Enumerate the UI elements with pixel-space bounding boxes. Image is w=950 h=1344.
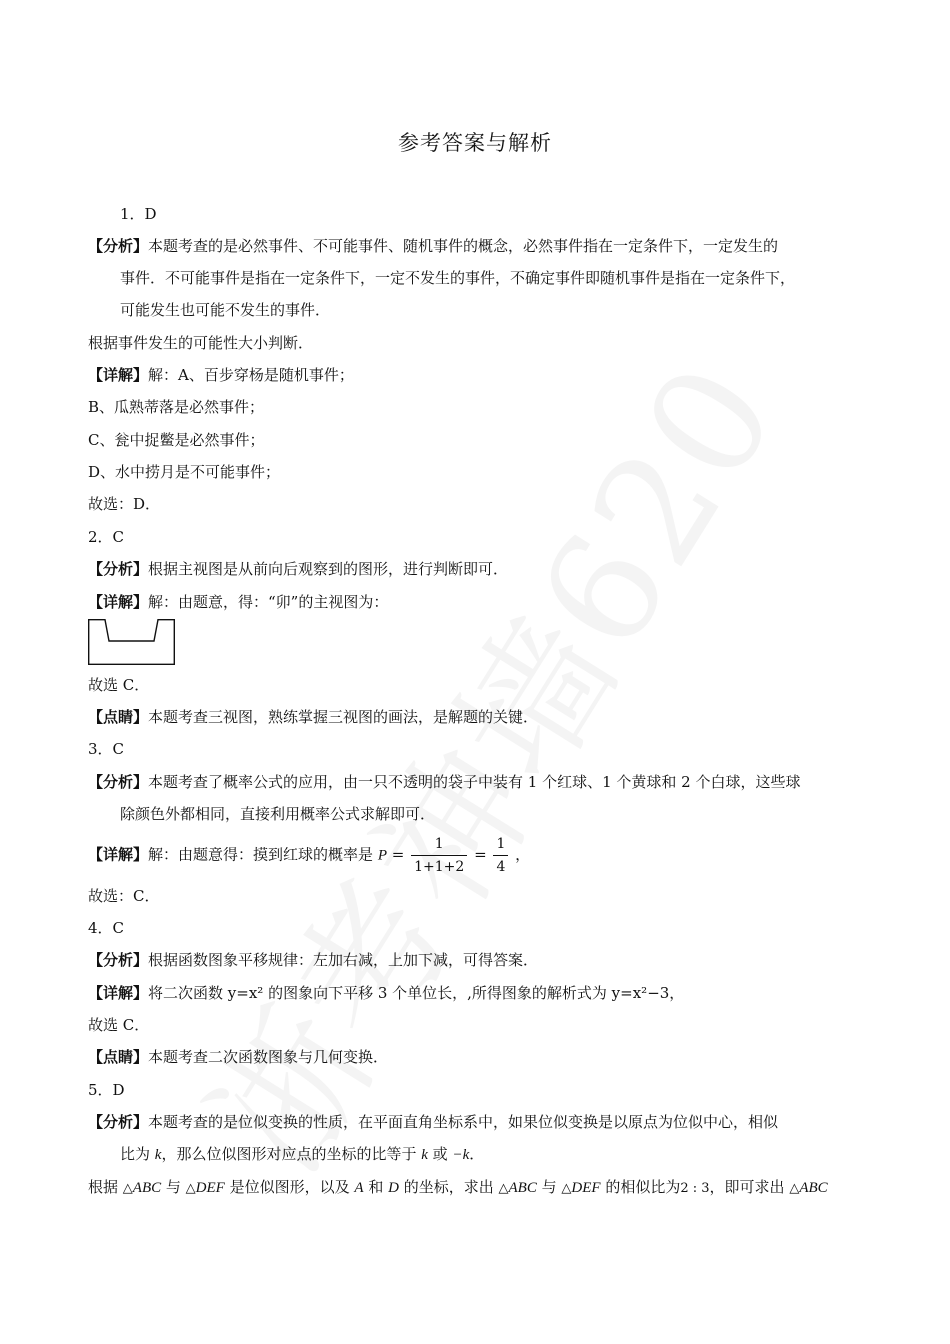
var-neg-k: −k (452, 1147, 470, 1163)
detail-line (88, 983, 684, 1003)
text: 本题考查的是必然事件、不可能事件、随机事件的概念，必然事件指在一定条件下，一定发生的 (148, 237, 779, 255)
equals: = (474, 845, 487, 864)
analysis-line (88, 236, 778, 256)
text: 的相似比为 (600, 1178, 681, 1196)
text: 本题考查的是位似变换的性质，在平面直角坐标系中，如果位似变换是以原点为位似中心，相似 (148, 1113, 779, 1131)
answer-line: 故选 C． (88, 1016, 150, 1034)
text: ， (515, 845, 531, 864)
text: 根据主视图是从前向后观察到的图形，进行判断即可． (148, 560, 509, 578)
text: 根据 (88, 1178, 123, 1196)
analysis-line (88, 559, 508, 579)
page-title: 参考答案与解析 (398, 131, 552, 155)
tag-detail: 【详解】 (88, 366, 149, 384)
tag-detail: 【详解】 (88, 593, 149, 611)
text: 和 (363, 1178, 389, 1196)
analysis-line (120, 1144, 484, 1165)
detail-line (88, 592, 388, 612)
question-number: 3．C (88, 740, 125, 758)
analysis-line: 可能发生也可能不发生的事件． (120, 301, 331, 319)
analysis-line: 除颜色外都相同，直接利用概率公式求解即可． (120, 805, 436, 823)
answer-line: 故选：D． (88, 495, 161, 513)
var-def: DEF (195, 1180, 225, 1196)
analysis-line (88, 772, 801, 792)
detail-line (88, 834, 530, 877)
text: 的坐标，求出 (398, 1178, 499, 1196)
tag-remark: 【点睛】 (88, 708, 149, 726)
remark-line (88, 1047, 388, 1067)
text: 是位似图形，以及 (224, 1178, 355, 1196)
text: 根据函数图象平移规律：左加右减，上加下减，可得答案． (148, 951, 539, 969)
triangle-symbol: △ (789, 1181, 800, 1196)
text: 解：由题意得：摸到红球的概率是 (148, 845, 374, 864)
question-number: 2．C (88, 528, 125, 546)
var-abc: ABC (799, 1180, 828, 1196)
var-k: k (154, 1147, 162, 1163)
var-d: D (388, 1180, 399, 1196)
text: 将二次函数 y=x² 的图象向下平移 3 个单位长，,所得图象的解析式为 y=x²−3， (148, 984, 685, 1002)
analysis-line: 根据事件发生的可能性大小判断． (88, 334, 314, 352)
text: 与 (536, 1178, 562, 1196)
detail-line: C、瓮中捉鳖是必然事件； (88, 431, 265, 449)
tag-analysis: 【分析】 (88, 773, 149, 791)
denominator: 4 (493, 855, 508, 877)
text: 本题考查了概率公式的应用，由一只不透明的袋子中装有 1 个红球、1 个黄球和 2 个白球，这些球 (148, 773, 801, 791)
triangle-symbol: △ (122, 1181, 133, 1196)
numerator: 1 (496, 836, 506, 852)
front-view-figure (88, 619, 175, 665)
text: ，即可求出 (709, 1178, 790, 1196)
analysis-line: 事件．不可能事件是指在一定条件下，一定不发生的事件，不确定事件即随机事件是指在一定条件下， (120, 269, 796, 287)
text: 比为 (120, 1145, 155, 1163)
denominator: 1+1+2 (411, 855, 467, 877)
watermark (150, 327, 810, 1205)
question-number: 4．C (88, 919, 125, 937)
var-abc: ABC (132, 1180, 162, 1196)
text: ． (469, 1145, 485, 1163)
fraction (493, 834, 508, 877)
detail-line: D、水中捞月是不可能事件； (88, 463, 281, 481)
tag-analysis: 【分析】 (88, 237, 149, 255)
triangle-symbol: △ (561, 1181, 572, 1196)
tag-analysis: 【分析】 (88, 560, 149, 578)
analysis-line (88, 1112, 778, 1132)
tag-analysis: 【分析】 (88, 951, 149, 969)
text: 或 (427, 1145, 453, 1163)
tag-analysis: 【分析】 (88, 1113, 149, 1131)
triangle-symbol: △ (498, 1181, 509, 1196)
detail-line (88, 365, 354, 385)
answer-line: 故选：C． (88, 887, 160, 905)
var-abc: ABC (508, 1180, 537, 1196)
tag-detail: 【详解】 (88, 845, 149, 864)
text: 本题考查二次函数图象与几何变换． (148, 1048, 389, 1066)
remark-line (88, 707, 538, 727)
analysis-line (88, 1177, 828, 1199)
ratio: 2 : 3 (680, 1181, 710, 1196)
text: 解：A、百步穿杨是随机事件； (148, 366, 354, 384)
detail-line: B、瓜熟蒂落是必然事件； (88, 398, 265, 416)
var-def: DEF (571, 1180, 601, 1196)
tag-remark: 【点睛】 (88, 1048, 149, 1066)
text: 本题考查三视图，熟练掌握三视图的画法，是解题的关键． (148, 708, 539, 726)
question-number: 5．D (88, 1081, 125, 1099)
var-k: k (421, 1147, 428, 1163)
front-view-outline (89, 620, 175, 665)
var-a: A (354, 1180, 364, 1196)
text: 解：由题意，得：“卯”的主视图为： (148, 593, 389, 611)
numerator: 1 (434, 836, 444, 852)
triangle-symbol: △ (185, 1181, 196, 1196)
equals: = (391, 845, 405, 864)
fraction (411, 834, 467, 877)
analysis-line (88, 950, 538, 970)
tag-detail: 【详解】 (88, 984, 149, 1002)
question-number: 1．D (120, 205, 157, 223)
answer-line: 故选 C． (88, 676, 150, 694)
text: 与 (161, 1178, 186, 1196)
text: ，那么位似图形对应点的坐标的比等于 (161, 1145, 422, 1163)
var-p: P (377, 847, 387, 864)
